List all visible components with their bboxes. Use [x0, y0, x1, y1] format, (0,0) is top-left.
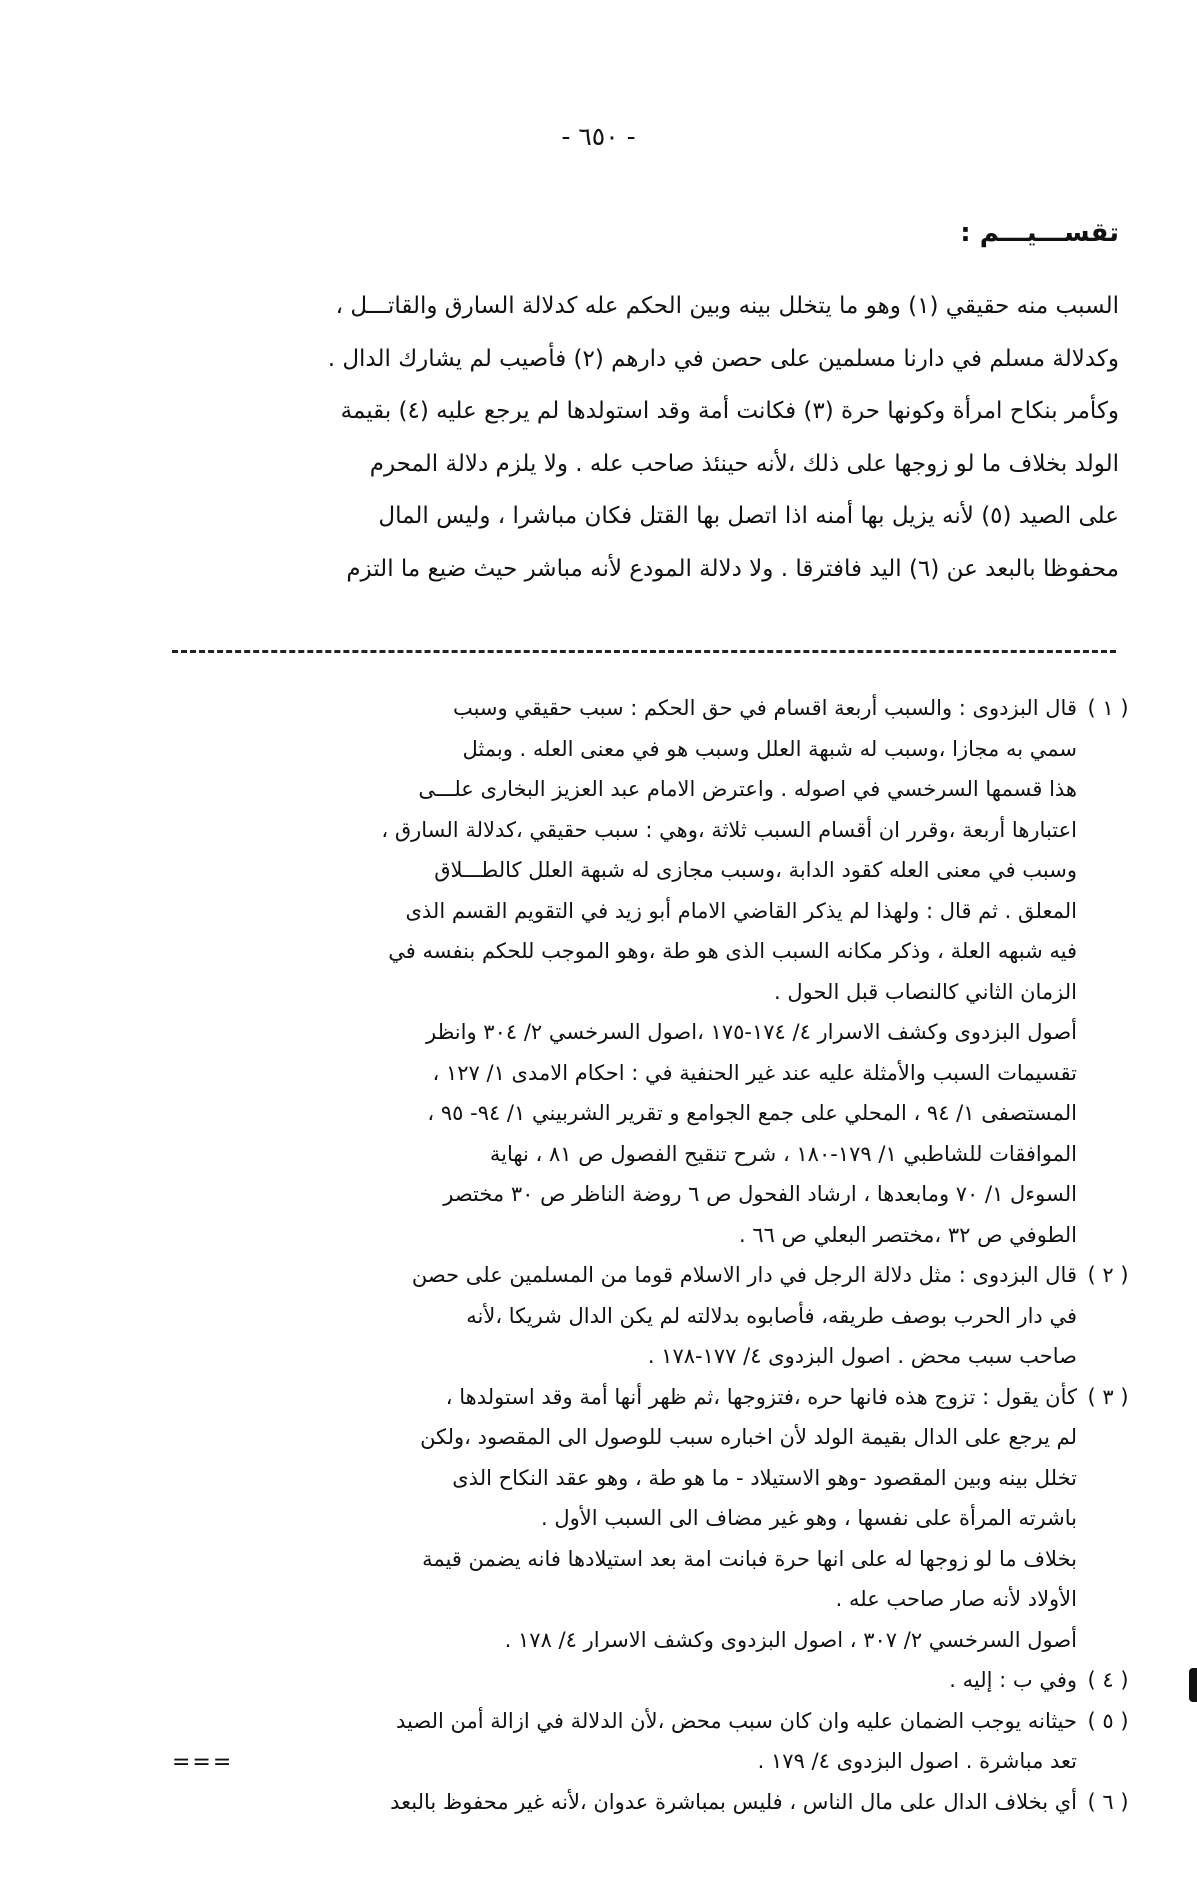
- footnote-line: قال البزدوى : مثل دلالة الرجل في دار الاسلام قوما من المسلمين على حصن: [411, 1263, 1077, 1287]
- footnote-5: [75, 1701, 1135, 1782]
- footnote-number: ( ٦ ): [1087, 1789, 1129, 1814]
- footnote-separator: [172, 650, 1116, 653]
- footnote-line: باشرته المرأة على نفسها ، وهو غير مضاف الى السبب الأول .: [541, 1506, 1077, 1530]
- footnote-line: تعد مباشرة . اصول البزدوى ٤/ ١٧٩ .: [757, 1749, 1077, 1773]
- scan-edge-mark: [1189, 1668, 1197, 1702]
- footnote-line: الزمان الثاني كالنصاب قبل الحول .: [774, 979, 1077, 1004]
- footnotes: [75, 688, 1135, 1822]
- footnote-reference: أصول السرخسي ٢/ ٣٠٧ ، اصول البزدوى وكشف الاسرار ٤/ ١٧٨ .: [504, 1627, 1077, 1652]
- footnote-line: قال البزدوى : والسبب أربعة اقسام في حق الحكم : سبب حقيقي وسبب: [452, 696, 1077, 720]
- footnote-reference: السوءل ١/ ٧٠ ومابعدها ، ارشاد الفحول ص ٦ روضة الناظر ص ٣٠ مختصر: [443, 1182, 1077, 1206]
- main-text-line: وكأمر بنكاح امرأة وكونها حرة (٣) فكانت أمة وقد استولدها لم يرجع عليه (٤) بقيمة: [340, 398, 1119, 424]
- footnote-1: [75, 688, 1135, 1255]
- main-text-line: الولد بخلاف ما لو زوجها على ذلك ،لأنه حينئذ صاحب عله . ولا يلزم دلالة المحرم: [369, 450, 1119, 477]
- main-text-line: على الصيد (٥) لأنه يزيل بها أمنه اذا اتصل بها القتل فكان مباشرا ، وليس المال: [378, 503, 1119, 529]
- footnote-line: تخلل بينه وبين المقصود -وهو الاستيلاد - ما هو طة ، وهو عقد النكاح الذى: [452, 1465, 1077, 1490]
- footnote-line: لم يرجع على الدال بقيمة الولد لأن اخباره سبب للوصول الى المقصود ،ولكن: [420, 1425, 1077, 1449]
- footnote-3: [75, 1377, 1135, 1661]
- main-text-line: السبب منه حقيقي (١) وهو ما يتخلل بينه وبين الحكم عله كدلالة السارق والقاتـــل ،: [335, 293, 1119, 319]
- footnote-2: [75, 1255, 1135, 1377]
- footnote-line: الأولاد لأنه صار صاحب عله .: [835, 1587, 1077, 1611]
- footnote-4: [75, 1660, 1135, 1701]
- footnote-line: سمي به مجازا ،وسبب له شبهة العلل وسبب هو في معنى العله . وبمثل: [462, 736, 1077, 761]
- footnote-line: وسبب في معنى العله كقود الدابة ،وسبب مجازى له شبهة العلل كالطـــلاق: [434, 858, 1077, 882]
- page-number: - ٦٥٠ -: [561, 122, 636, 151]
- main-text: [79, 280, 1119, 595]
- footnote-line: في دار الحرب بوصف طريقه، فأصابوه بدلالته لم يكن الدال شريكا ،لأنه: [466, 1303, 1077, 1328]
- main-text-line: وكدلالة مسلم في دارنا مسلمين على حصن في دارهم (٢) فأصيب لم يشارك الدال .: [327, 345, 1119, 372]
- footnote-line: صاحب سبب محض . اصول البزدوى ٤/ ١٧٧-١٧٨ .: [647, 1344, 1077, 1368]
- footnote-number: ( ٥ ): [1087, 1708, 1129, 1733]
- footnote-line: كأن يقول : تزوج هذه فانها حره ،فتزوجها ،ثم ظهر أنها أمة وقد استولدها ،: [445, 1384, 1077, 1409]
- footnote-number: ( ١ ): [1087, 696, 1129, 720]
- footnote-line: هذا قسمها السرخسي في اصوله . واعترض الامام عبد العزيز البخارى علـــى: [418, 777, 1077, 801]
- footnote-number: ( ٤ ): [1087, 1668, 1129, 1692]
- footnote-line: أي بخلاف الدال على مال الناس ، فليس بمباشرة عدوان ،لأنه غير محفوظ بالبعد: [390, 1789, 1077, 1814]
- footnote-line: وفي ب : إليه .: [949, 1668, 1077, 1692]
- footnote-reference: الطوفي ص ٣٢ ،مختصر البعلي ص ٦٦ .: [738, 1222, 1077, 1247]
- footnote-reference: تقسيمات السبب والأمثلة عليه عند غير الحنفية في : احكام الامدى ١/ ١٢٧ ،: [432, 1060, 1077, 1085]
- main-text-line: محفوظا بالبعد عن (٦) اليد فافترقا . ولا دلالة المودع لأنه مباشر حيث ضيع ما التزم: [346, 555, 1119, 582]
- footnote-reference: المستصفى ١/ ٩٤ ، المحلي على جمع الجوامع و تقرير الشربيني ١/ ٩٤- ٩٥ ،: [427, 1101, 1077, 1125]
- footnote-line: المعلق . ثم قال : ولهذا لم يذكر القاضي الامام أبو زيد في التقويم القسم الذى: [405, 898, 1077, 923]
- end-mark: ===: [172, 1750, 234, 1775]
- footnote-number: ( ٢ ): [1087, 1263, 1129, 1287]
- footnote-line: اعتبارها أربعة ،وقرر ان أقسام السبب ثلاثة ،وهي : سبب حقيقي ،كدلالة السارق ،: [381, 817, 1077, 842]
- section-heading: تقســـيـــم :: [960, 218, 1119, 248]
- footnote-reference: الموافقات للشاطبي ١/ ١٧٩-١٨٠ ، شرح تنقيح الفصول ص ٨١ ، نهاية: [489, 1141, 1077, 1166]
- footnote-line: حيثانه يوجب الضمان عليه وان كان سبب محض ،لأن الدلالة في ازالة أمن الصيد: [396, 1708, 1077, 1733]
- footnote-line: بخلاف ما لو زوجها له على انها حرة فبانت امة بعد استيلادها فانه يضمن قيمة: [422, 1546, 1077, 1571]
- footnote-line: فيه شبهه العلة ، وذكر مكانه السبب الذى هو طة ،وهو الموجب للحكم بنفسه في: [388, 939, 1077, 963]
- footnote-number: ( ٣ ): [1087, 1384, 1129, 1409]
- footnote-6: [75, 1782, 1135, 1823]
- footnote-reference: أصول البزدوى وكشف الاسرار ٤/ ١٧٤-١٧٥ ،اصول السرخسي ٢/ ٣٠٤ وانظر: [425, 1020, 1077, 1044]
